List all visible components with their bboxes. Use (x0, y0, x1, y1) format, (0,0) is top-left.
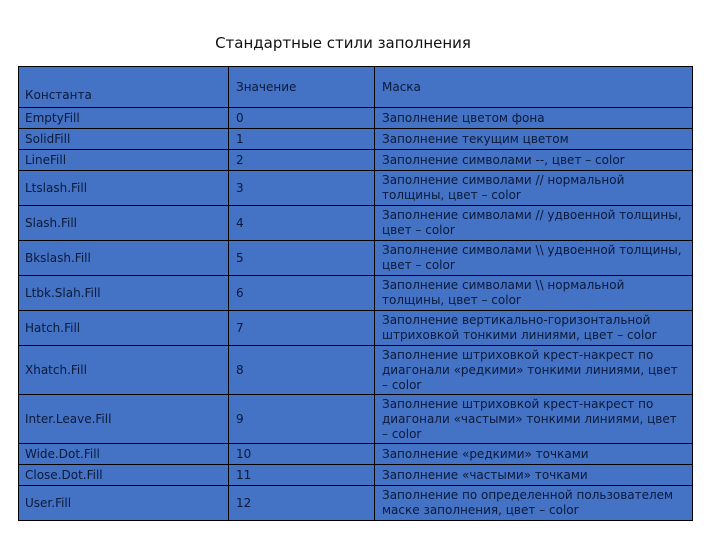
cell-value: 5 (229, 241, 375, 276)
cell-constant: Ltbk.Slah.Fill (19, 276, 229, 311)
cell-value: 10 (229, 444, 375, 465)
header-constant: Константа (19, 67, 229, 108)
cell-value: 11 (229, 465, 375, 486)
cell-mask: Заполнение цветом фона (375, 108, 693, 129)
cell-constant: Ltslash.Fill (19, 171, 229, 206)
cell-value: 2 (229, 150, 375, 171)
cell-constant: SolidFill (19, 129, 229, 150)
header-mask: Маска (375, 67, 693, 108)
cell-constant: Close.Dot.Fill (19, 465, 229, 486)
table-row (19, 276, 693, 311)
cell-value: 0 (229, 108, 375, 129)
cell-mask: Заполнение штриховкой крест-накрест по диагонали «частыми» тонкими линиями, цвет – color (375, 395, 693, 444)
cell-value: 6 (229, 276, 375, 311)
cell-constant: User.Fill (19, 486, 229, 521)
cell-mask: Заполнение «редкими» точками (375, 444, 693, 465)
table-row (19, 129, 693, 150)
table-row (19, 465, 693, 486)
cell-value: 9 (229, 395, 375, 444)
cell-mask: Заполнение штриховкой крест-накрест по диагонали «редкими» тонкими линиями, цвет – color (375, 346, 693, 395)
table-row (19, 444, 693, 465)
cell-mask: Заполнение символами \\ удвоенной толщины, цвет – color (375, 241, 693, 276)
cell-constant: Xhatch.Fill (19, 346, 229, 395)
cell-constant: Hatch.Fill (19, 311, 229, 346)
table-row (19, 150, 693, 171)
cell-constant: LineFill (19, 150, 229, 171)
cell-constant: Bkslash.Fill (19, 241, 229, 276)
cell-value: 3 (229, 171, 375, 206)
cell-mask: Заполнение текущим цветом (375, 129, 693, 150)
table-row (19, 346, 693, 395)
table-row (19, 241, 693, 276)
table-row (19, 108, 693, 129)
table-row (19, 486, 693, 521)
table-row (19, 311, 693, 346)
cell-mask: Заполнение символами \\ нормальной толщины, цвет – color (375, 276, 693, 311)
cell-value: 8 (229, 346, 375, 395)
cell-value: 1 (229, 129, 375, 150)
fill-styles-table (18, 66, 693, 521)
cell-value: 7 (229, 311, 375, 346)
cell-constant: EmptyFill (19, 108, 229, 129)
cell-constant: Inter.Leave.Fill (19, 395, 229, 444)
cell-constant: Wide.Dot.Fill (19, 444, 229, 465)
page-title: Стандартные стили заполнения (215, 34, 471, 52)
cell-mask: Заполнение по определенной пользователем маске заполнения, цвет – color (375, 486, 693, 521)
cell-mask: Заполнение символами // удвоенной толщины, цвет – color (375, 206, 693, 241)
table-row (19, 171, 693, 206)
cell-mask: Заполнение «частыми» точками (375, 465, 693, 486)
table-row (19, 395, 693, 444)
cell-value: 4 (229, 206, 375, 241)
cell-mask: Заполнение символами // нормальной толщины, цвет – color (375, 171, 693, 206)
table-row (19, 206, 693, 241)
cell-value: 12 (229, 486, 375, 521)
cell-mask: Заполнение символами --, цвет – color (375, 150, 693, 171)
cell-mask: Заполнение вертикально-горизонтальной штриховкой тонкими линиями, цвет – color (375, 311, 693, 346)
cell-constant: Slash.Fill (19, 206, 229, 241)
header-value: Значение (229, 67, 375, 108)
table-header-row (19, 67, 693, 108)
